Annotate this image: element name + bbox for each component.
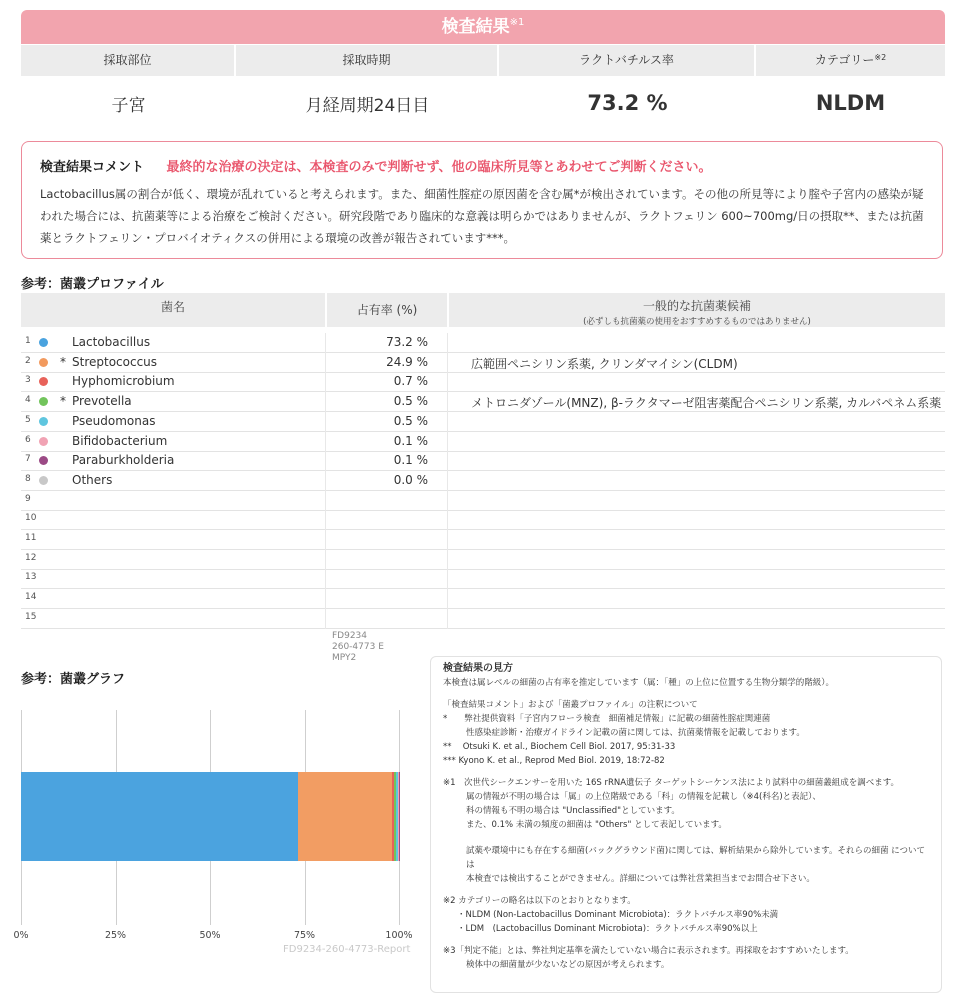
x-tick-label: 0% <box>13 930 29 941</box>
value-rate: 73.2 % <box>587 91 668 115</box>
antibiotic-candidates: 広範囲ペニシリン系薬, クリンダマイシン(CLDM) <box>471 356 738 371</box>
value-time: 月経周期24日目 <box>305 95 430 116</box>
legend-box <box>430 656 942 993</box>
header-category-label: カテゴリー <box>814 53 875 67</box>
table-row <box>21 372 945 392</box>
color-dot-icon <box>39 377 48 386</box>
table-row <box>21 550 945 570</box>
bacteria-pct: 73.2 % <box>386 335 428 349</box>
row-star: * <box>60 394 66 409</box>
color-dot-icon <box>39 338 48 347</box>
table-row <box>21 392 945 412</box>
legend-note2b: ・NLDM (Non-Lactobacillus Dominant Microbiota)：ラクトバチルス率90%未満 <box>457 910 779 920</box>
value-category: NLDM <box>815 91 886 115</box>
table-row <box>21 471 945 491</box>
value-site: 子宮 <box>111 95 146 116</box>
legend-note1f: 本検査では検出することができません。詳細については弊社営業担当までお問合せ下さい。 <box>466 874 815 884</box>
header-category-note: ※2 <box>874 53 887 62</box>
profile-header-pct: 占有率 (%) <box>356 303 418 317</box>
bacteria-pct: 0.5 % <box>393 394 428 409</box>
bacteria-name: Hyphomicrobium <box>72 374 175 389</box>
legend-note2a: ※2 カテゴリーの略名は以下のとおりとなります。 <box>443 896 636 906</box>
header-rate: ラクトバチルス率 <box>499 45 756 76</box>
comment-body: Lactobacillus属の割合が低く、環境が乱れていると考えられます。また、細菌性腟症の原因菌を含む属*が検出されています。その他の所見等により腟や子宮内の感染が疑われた場合には、抗菌薬等による治療をご検討ください。研究段階であり臨床的な意義は明らかではありませんが、ラクトフェリン 600~700mg/日の摂取**、または抗菌薬とラクトフェリン・プロバイオティクスの併用による環境の改善が報告されています***。 <box>40 187 924 245</box>
x-tick-label: 50% <box>199 930 221 941</box>
stacked-bar-chart <box>21 710 401 925</box>
x-tick-label: 75% <box>293 930 316 941</box>
row-star: * <box>60 354 66 369</box>
table-row <box>21 589 945 609</box>
bacteria-pct: 24.9 % <box>386 354 428 369</box>
legend-note1a: ※1 次世代シークエンサーを用いた 16S rRNA遺伝子 ターゲットシーケンス法により試料中の細菌叢組成を調べます。 <box>443 778 900 788</box>
x-tick-label: 25% <box>104 930 127 941</box>
legend-star1b: 性感染症診断・治療ガイドライン記載の菌に関しては、抗菌薬情報を記載しております。 <box>466 728 805 738</box>
row-number: 6 <box>25 434 31 445</box>
color-dot-icon <box>39 358 48 367</box>
row-number: 9 <box>25 493 31 504</box>
comment-header <box>40 156 924 175</box>
legend-note2c: ・LDM (Lactobacillus Dominant Microbiota)：ラクトバチルス率90%以上 <box>457 924 758 934</box>
comment-box <box>21 141 943 259</box>
row-number: 14 <box>25 592 37 603</box>
legend-note1b: 属の情報が不明の場合は「属」の上位階級である「科」の情報を記載し（※4(科名)と表記）、 <box>466 792 821 802</box>
legend-star2: ** Otsuki K. et al., Biochem Cell Biol. 2017, 95:31-33 <box>443 742 676 752</box>
color-dot-icon <box>39 476 48 485</box>
result-header-row <box>21 45 945 76</box>
bacteria-pct: 0.0 % <box>393 472 428 487</box>
result-title <box>21 10 945 44</box>
table-row <box>21 569 945 589</box>
comment-warning: 最終的な治療の決定は、本検査のみで判断せず、他の臨床所見等とあわせてご判断ください。 <box>166 160 712 175</box>
bacteria-pct: 0.5 % <box>393 413 428 428</box>
bacteria-name: Prevotella <box>72 394 132 409</box>
row-number: 7 <box>25 454 31 465</box>
header-site: 採取部位 <box>21 45 236 76</box>
x-tick-label: 100% <box>385 930 413 941</box>
bacteria-name: Lactobacillus <box>72 335 151 349</box>
result-title-text: 検査結果 <box>441 17 510 37</box>
row-number: 2 <box>25 355 31 366</box>
row-number: 1 <box>25 336 31 346</box>
table-row <box>21 491 945 511</box>
fd-code <box>332 631 384 664</box>
row-number: 13 <box>25 572 37 583</box>
header-category <box>756 45 945 76</box>
table-row <box>21 609 945 629</box>
row-number: 12 <box>25 552 37 563</box>
table-row <box>21 530 945 550</box>
fd-code-line: 260-4773 E <box>332 642 384 652</box>
comment-label: 検査結果コメント <box>40 160 145 175</box>
table-row <box>21 333 945 353</box>
legend-note1e: 試薬や環境中にも存在する細菌(バックグラウンド菌)に関しては、解析結果から除外しています。それらの細菌 については <box>466 846 925 870</box>
table-row <box>21 510 945 530</box>
antibiotic-candidates: メトロニダゾール(MNZ), β-ラクタマーゼ阻害薬配合ペニシリン系薬, カルバペネム系薬 <box>471 396 942 411</box>
row-number: 10 <box>25 513 37 524</box>
color-dot-icon <box>39 397 48 406</box>
color-dot-icon <box>39 456 48 465</box>
bacteria-pct: 0.1 % <box>393 433 428 448</box>
legend-star1: * 弊社提供資料「子宮内フローラ検査 細菌補足情報」に記載の細菌性腟症関連菌 <box>443 714 771 724</box>
gridline <box>399 710 400 925</box>
legend-note3a: ※3「判定不能」とは、弊社判定基準を満たしていない場合に表示されます。再採取をおすすめいたします。 <box>443 946 854 956</box>
bar-segment-lactobacillus <box>21 772 298 861</box>
bar-segment-streptococcus <box>298 772 392 861</box>
bacteria-name: Others <box>72 472 113 487</box>
row-number: 4 <box>25 395 31 406</box>
table-row <box>21 451 945 471</box>
color-dot-icon <box>39 437 48 446</box>
row-number: 8 <box>25 473 31 484</box>
bacteria-name: Bifidobacterium <box>72 433 168 448</box>
legend-title: 検査結果の見方 <box>443 663 513 674</box>
header-time: 採取時期 <box>236 45 499 76</box>
graph-watermark: FD9234-260-4773-Report <box>283 944 411 955</box>
fd-code-line: MPY2 <box>332 653 357 663</box>
profile-table-header <box>21 293 945 327</box>
result-title-note: ※1 <box>509 17 525 28</box>
profile-header-drug <box>449 293 945 327</box>
graph-title: 参考：菌叢グラフ <box>21 672 126 687</box>
legend-star3: *** Kyono K. et al., Reprod Med Biol. 2019, 18:72-82 <box>443 756 665 766</box>
result-value-row <box>21 80 945 126</box>
table-row <box>21 432 945 452</box>
bacteria-pct: 0.1 % <box>393 453 428 468</box>
profile-header-name: 菌名 <box>160 300 185 314</box>
bacteria-name: Pseudomonas <box>72 413 156 428</box>
color-dot-icon <box>39 417 48 426</box>
table-row <box>21 412 945 432</box>
row-number: 11 <box>25 533 37 543</box>
table-row <box>21 353 945 373</box>
legend-note1c: 科の情報も不明の場合は "Unclassified"としています。 <box>466 806 680 816</box>
profile-title: 参考：菌叢プロファイル <box>21 277 164 292</box>
row-number: 3 <box>25 375 31 386</box>
row-number: 5 <box>25 414 31 425</box>
legend-note3b: 検体中の細菌量が少ないなどの原因が考えられます。 <box>466 960 670 970</box>
bacteria-name: Paraburkholderia <box>72 453 175 468</box>
legend-note1d: また、0.1% 未満の頻度の細菌は "Others" として表記しています。 <box>466 820 727 830</box>
legend-notes-head: 「検査結果コメント」および「菌叢プロファイル」の注釈について <box>443 700 698 710</box>
bacteria-pct: 0.7 % <box>393 374 428 389</box>
legend-intro: 本検査は属レベルの細菌の占有率を推定しています（属：「種」の上位に位置する生物分類学的階級）。 <box>443 678 835 688</box>
row-number: 15 <box>25 611 37 622</box>
bacteria-name: Streptococcus <box>72 354 158 369</box>
profile-header-drug-main: 一般的な抗菌薬候補 <box>642 299 751 313</box>
profile-header-drug-sub: (必ずしも抗菌薬の使用をおすすめするものではありません) <box>583 317 811 327</box>
fd-code-line: FD9234 <box>332 631 368 641</box>
